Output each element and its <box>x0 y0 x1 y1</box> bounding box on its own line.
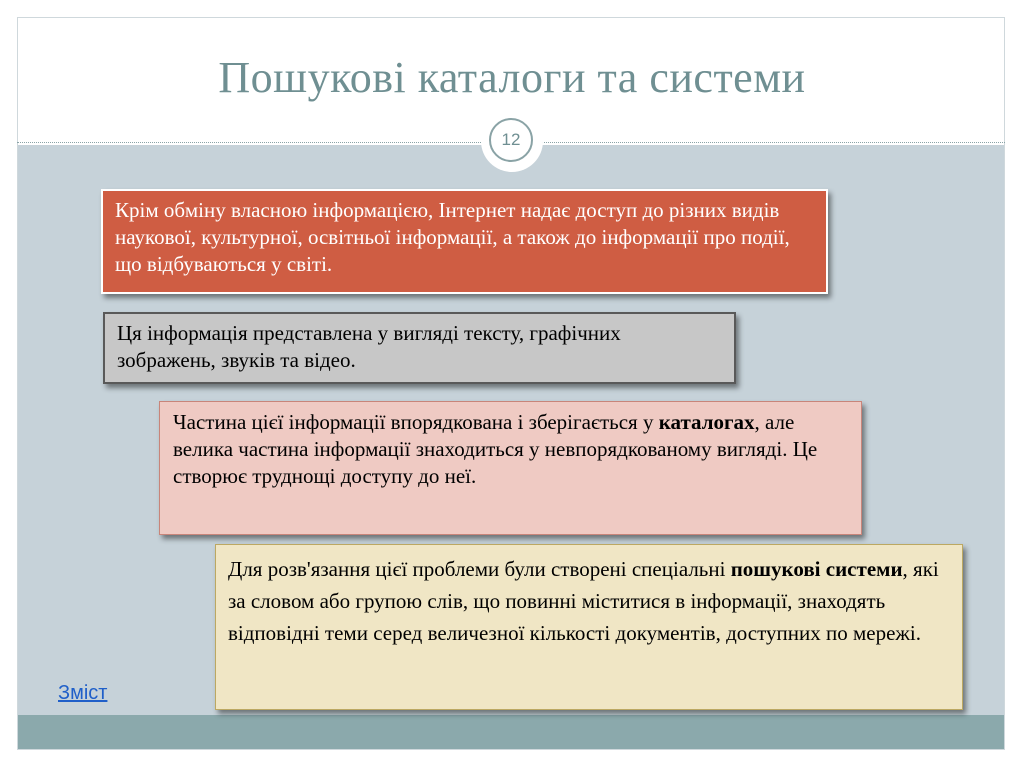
info-box-text: , які за словом або групою слів, що повинні міститися в інформації, знаходять відповідні теми серед величезної кількості документів, доступних по мережі. <box>228 557 939 645</box>
info-box-internet-access <box>101 189 828 294</box>
slide-title: Пошукові каталоги та системи <box>218 53 806 102</box>
info-box-text: , але велика частина інформації знаходиться у невпорядкованому вигляді. Це створює труднощі доступу до неї. <box>173 410 818 488</box>
info-box-text: Ця інформація представлена у вигляді тексту, графічних зображень, звуків та відео. <box>117 321 621 372</box>
keyword-catalogs: каталогах <box>658 410 755 434</box>
bottom-bar <box>18 715 1004 749</box>
contents-link[interactable]: Зміст <box>58 682 108 704</box>
info-box-formats <box>103 312 736 384</box>
info-box-text: Частина цієї інформації впорядкована і зберігається у <box>173 410 659 434</box>
info-box-text: Для розв'язання цієї проблеми були створені спеціальні <box>228 557 731 581</box>
info-box-catalogs <box>159 401 862 535</box>
info-box-text: Крім обміну власною інформацією, Інтернет надає доступ до різних видів наукової, культурної, освітньої інформації, а також до інформації про події, що відбуваються у світі. <box>115 198 790 276</box>
slide-number: 12 <box>489 118 533 162</box>
keyword-search-engines: пошукові системи <box>730 557 903 581</box>
info-box-search-engines <box>215 544 963 710</box>
